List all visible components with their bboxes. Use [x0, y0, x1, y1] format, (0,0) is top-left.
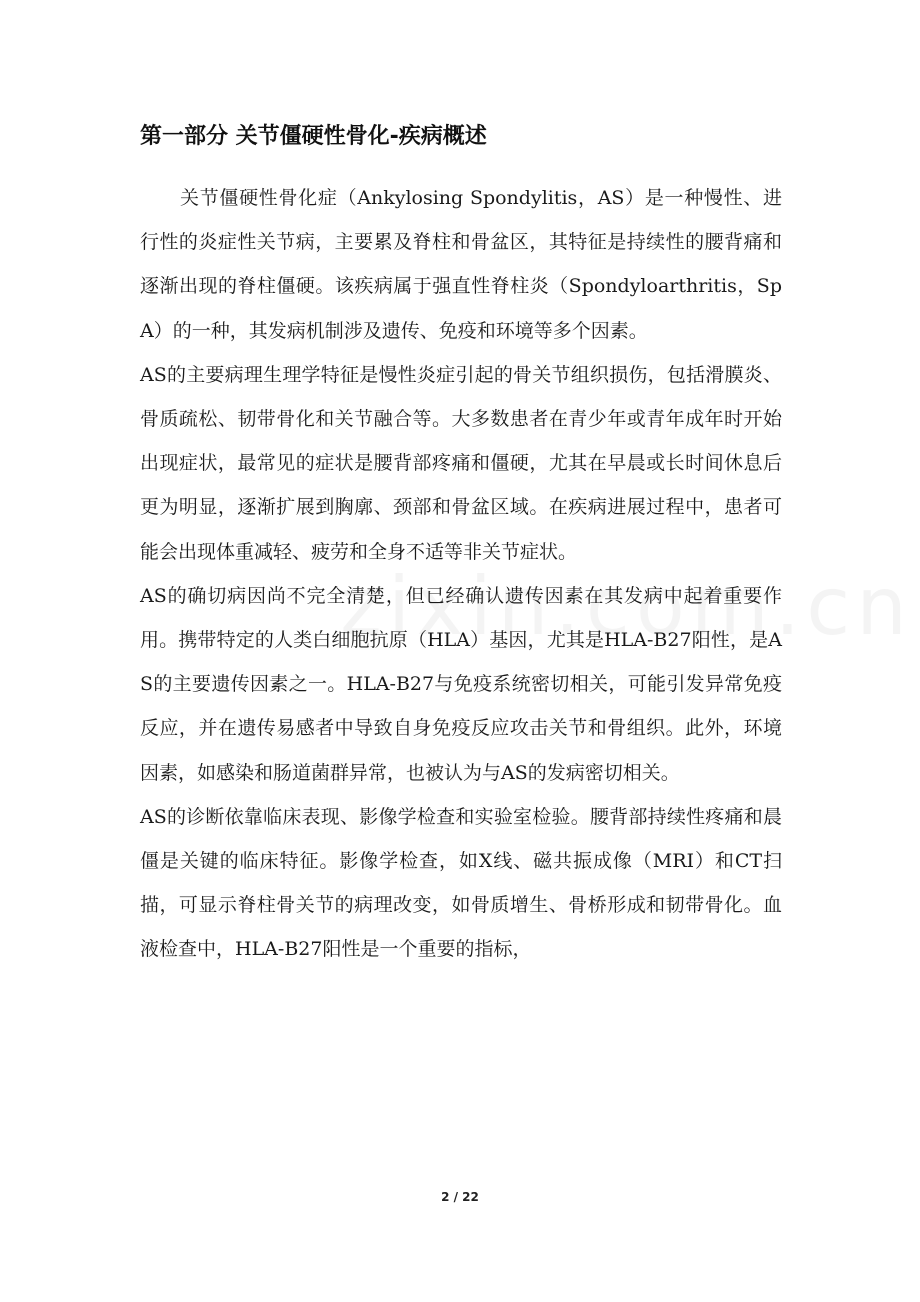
document-content — [140, 118, 782, 972]
paragraph-etiology: AS的确切病因尚不完全清楚，但已经确认遗传因素在其发病中起着重要作用。携带特定的人类白细胞抗原（HLA）基因，尤其是HLA-B27阳性，是AS的主要遗传因素之一。HLA-B27与免疫系统密切相关，可能引发异常免疫反应，并在遗传易感者中导致自身免疫反应攻击关节和骨组织。此外，环境因素，如感染和肠道菌群异常，也被认为与AS的发病密切相关。 — [140, 584, 782, 784]
page-number: 2 / 22 — [441, 1190, 479, 1204]
paragraph-diagnosis: AS的诊断依靠临床表现、影像学检查和实验室检验。腰背部持续性疼痛和晨僵是关键的临床特征。影像学检查，如X线、磁共振成像（MRI）和CT扫描，可显示脊柱骨关节的病理改变，如骨质增生、骨桥形成和韧带骨化。血液检查中，HLA-B27阳性是一个重要的指标， — [140, 805, 782, 961]
paragraph-intro: 关节僵硬性骨化症（Ankylosing Spondylitis，AS）是一种慢性、进行性的炎症性关节病，主要累及脊柱和骨盆区，其特征是持续性的腰背痛和逐渐出现的脊柱僵硬。该疾病属于强直性脊柱炎（Spondyloarthritis，SpA）的一种，其发病机制涉及遗传、免疫和环境等多个因素。 — [140, 187, 782, 342]
paragraph-pathophysiology: AS的主要病理生理学特征是慢性炎症引起的骨关节组织损伤，包括滑膜炎、骨质疏松、韧带骨化和关节融合等。大多数患者在青少年或青年成年时开始出现症状，最常见的症状是腰背部疼痛和僵硬，尤其在早晨或长时间休息后更为明显，逐渐扩展到胸廓、颈部和骨盆区域。在疾病进展过程中，患者可能会出现体重减轻、疲劳和全身不适等非关节症状。 — [140, 363, 782, 563]
section-heading: 第一部分 关节僵硬性骨化-疾病概述 — [140, 124, 487, 149]
